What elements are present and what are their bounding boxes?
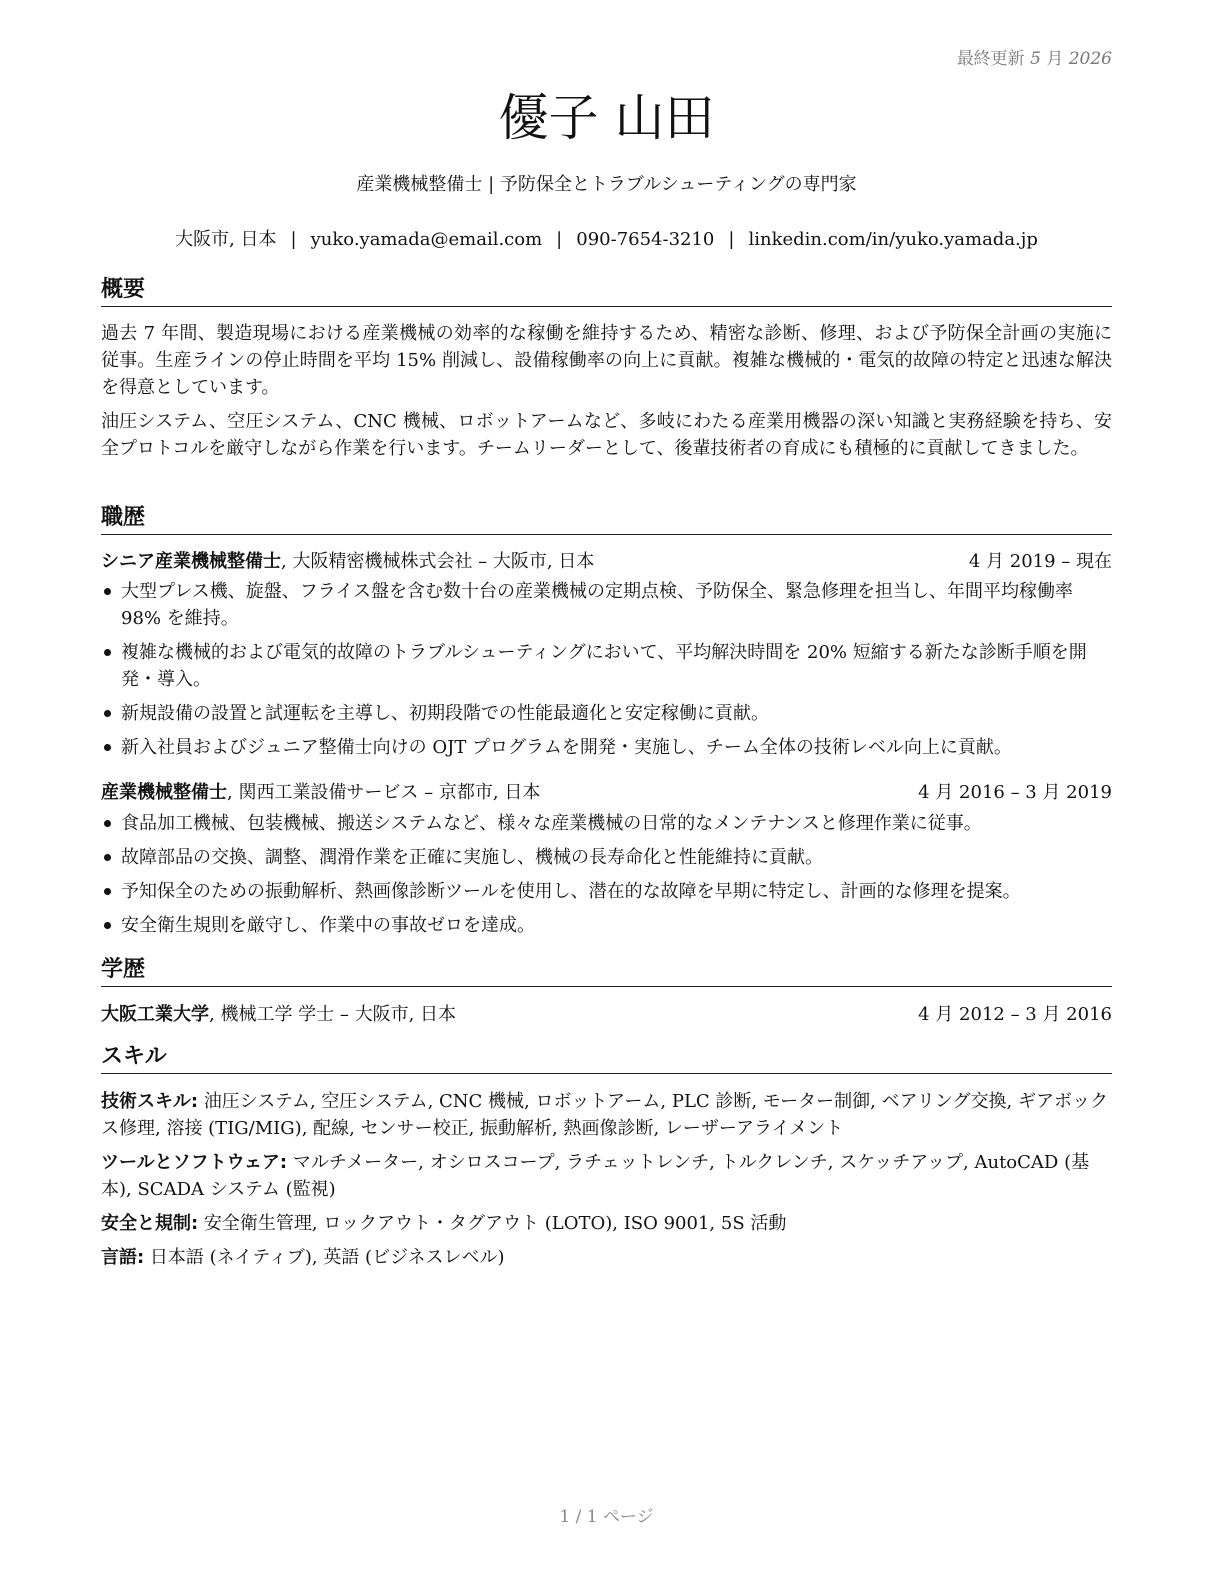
summary-paragraph: 過去 7 年間、製造現場における産業機械の効率的な稼働を維持するため、精密な診断、修理、および予防保全計画の実施に従事。生産ラインの停止時間を平均 15% 削減し、設備稼働率の向上に貢献。複雑な機械的・電気的故障の特定と迅速な解決を得意としています。 xyxy=(101,323,1112,398)
job-header xyxy=(101,780,1112,806)
skill-row xyxy=(101,1244,1112,1271)
list-item: 新規設備の設置と試運転を主導し、初期段階での性能最適化と安定稼働に貢献。 xyxy=(101,700,1112,727)
last-updated xyxy=(957,44,1112,69)
last-updated-label: 最終更新 xyxy=(956,49,1025,69)
skill-label: 言語: xyxy=(101,1247,145,1268)
page-number: 1 / 1 ページ xyxy=(559,1507,654,1527)
last-updated-month: 5 xyxy=(1030,49,1041,69)
contact-separator: | xyxy=(556,229,563,250)
skill-text: 油圧システム, 空圧システム, CNC 機械, ロボットアーム, PLC 診断, モーター制御, ベアリング交換, ギアボックス修理, 溶接 (TIG/MIG), 配線, センサー校正, 振動解析, 熱画像診断, レーザーアライメント xyxy=(101,1091,1108,1139)
list-item: 故障部品の交換、調整、潤滑作業を正確に実施し、機械の長寿命化と性能維持に貢献。 xyxy=(101,844,1112,871)
degree-detail: , 機械工学 学士 – 大阪市, 日本 xyxy=(209,1004,457,1025)
job-header xyxy=(101,549,1112,575)
job-title-line xyxy=(101,780,540,806)
skill-text: 安全衛生管理, ロックアウト・タグアウト (LOTO), ISO 9001, 5S 活動 xyxy=(198,1213,787,1234)
job-company: , 大阪精密機械株式会社 – 大阪市, 日本 xyxy=(281,551,595,572)
candidate-name: 優子 山田 xyxy=(498,89,715,147)
job-dates: 4 月 2016 – 3 月 2019 xyxy=(918,782,1112,803)
section-title-education: 学歴 xyxy=(101,956,1112,987)
contact-line xyxy=(101,225,1112,251)
skill-text: マルチメーター, オシロスコープ, ラチェットレンチ, トルクレンチ, スケッチアップ, AutoCAD (基本), SCADA システム (監視) xyxy=(101,1152,1090,1200)
last-updated-month-unit: 月 xyxy=(1046,49,1064,69)
list-item: 新入社員およびジュニア整備士向けの OJT プログラムを開発・実施し、チーム全体の技術レベル向上に貢献。 xyxy=(101,734,1112,761)
list-item: 食品加工機械、包装機械、搬送システムなど、様々な産業機械の日常的なメンテナンスと修理作業に従事。 xyxy=(101,810,1112,837)
skill-row xyxy=(101,1088,1112,1142)
contact-separator: | xyxy=(728,229,735,250)
education-line xyxy=(101,1002,456,1028)
contact-email[interactable]: yuko.yamada@email.com xyxy=(310,229,543,250)
job-dates: 4 月 2019 – 現在 xyxy=(968,551,1112,572)
section-title-experience: 職歴 xyxy=(101,504,1112,535)
section-title-summary: 概要 xyxy=(101,276,1112,307)
skill-row xyxy=(101,1210,1112,1237)
section-title-skills: スキル xyxy=(101,1043,1112,1074)
headline: 産業機械整備士 | 予防保全とトラブルシューティングの専門家 xyxy=(356,174,857,195)
list-item: 予知保全のための振動解析、熱画像診断ツールを使用し、潜在的な故障を早期に特定し、計画的な修理を提案。 xyxy=(101,878,1112,905)
job-bullets xyxy=(101,578,1112,768)
job-role: 産業機械整備士 xyxy=(101,782,227,803)
job-company: , 関西工業設備サービス – 京都市, 日本 xyxy=(227,782,541,803)
job-role: シニア産業機械整備士 xyxy=(101,551,281,572)
skill-row xyxy=(101,1149,1112,1203)
job-title-line xyxy=(101,549,594,575)
list-item: 大型プレス機、旋盤、フライス盤を含む数十台の産業機械の定期点検、予防保全、緊急修理を担当し、年間平均稼働率 98% を維持。 xyxy=(101,578,1112,632)
skill-label: ツールとソフトウェア: xyxy=(101,1152,288,1173)
contact-phone[interactable]: 090-7654-3210 xyxy=(576,229,715,250)
list-item: 安全衛生規則を厳守し、作業中の事故ゼロを達成。 xyxy=(101,912,1112,939)
contact-linkedin[interactable]: linkedin.com/in/yuko.yamada.jp xyxy=(748,229,1038,250)
skill-text: 日本語 (ネイティブ), 英語 (ビジネスレベル) xyxy=(144,1247,505,1268)
last-updated-year: 2026 xyxy=(1068,49,1112,69)
school-name: 大阪工業大学 xyxy=(101,1004,209,1025)
skill-label: 安全と規制: xyxy=(101,1213,199,1234)
job-bullets xyxy=(101,810,1112,946)
contact-separator: | xyxy=(290,229,297,250)
summary-paragraph: 油圧システム、空圧システム、CNC 機械、ロボットアームなど、多岐にわたる産業用機器の深い知識と実務経験を持ち、安全プロトコルを厳守しながら作業を行います。チームリーダーとして、後輩技術者の育成にも積極的に貢献してきました。 xyxy=(101,411,1112,459)
list-item: 複雑な機械的および電気的故障のトラブルシューティングにおいて、平均解決時間を 20% 短縮する新たな診断手順を開発・導入。 xyxy=(101,639,1112,693)
contact-location: 大阪市, 日本 xyxy=(175,229,277,250)
skill-label: 技術スキル: xyxy=(101,1091,199,1112)
education-dates: 4 月 2012 – 3 月 2016 xyxy=(918,1004,1112,1025)
education-entry xyxy=(101,1002,1112,1028)
